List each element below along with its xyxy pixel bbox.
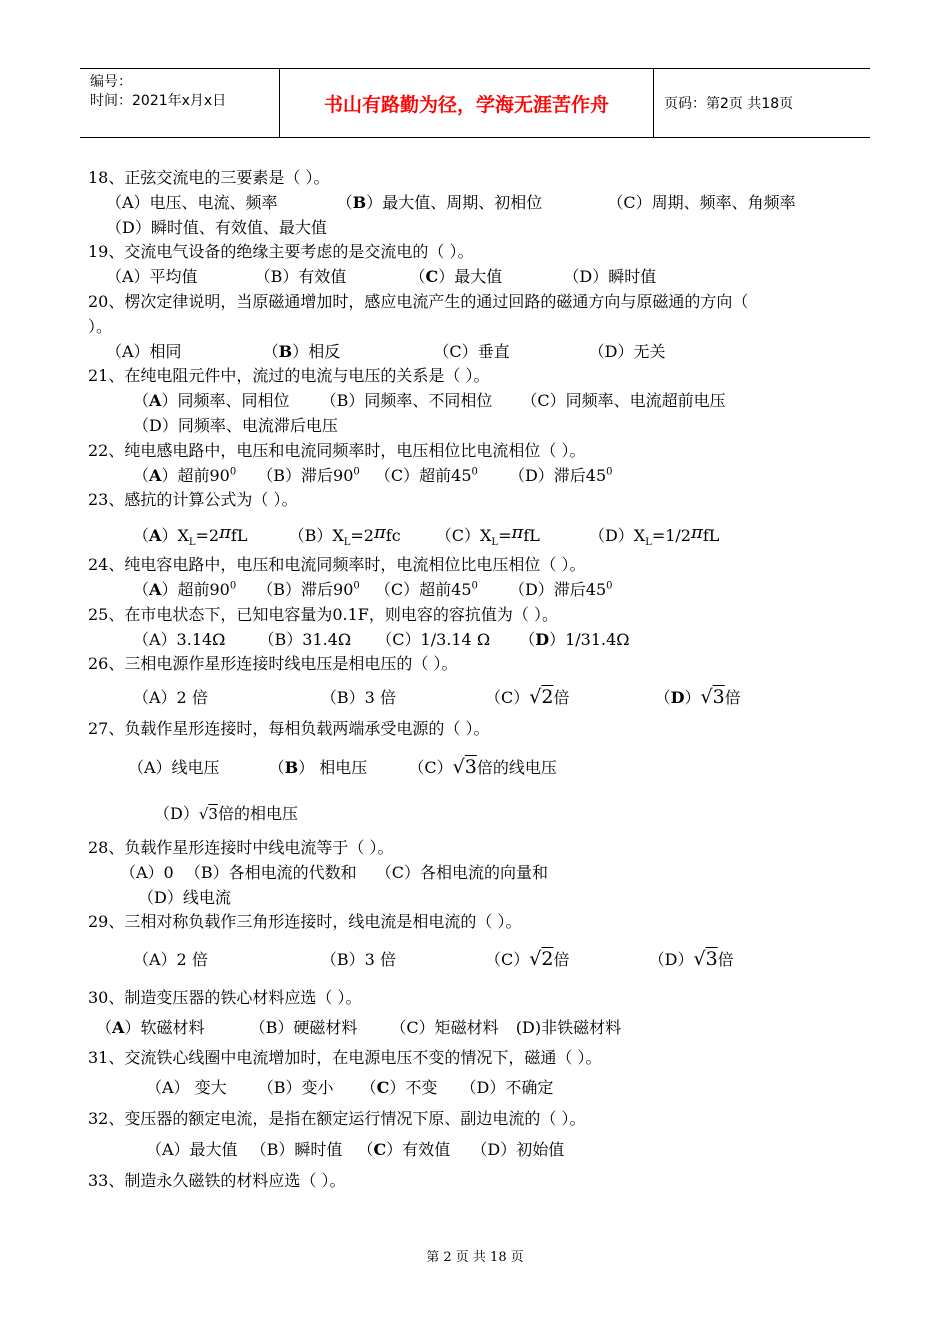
- q24-option-a: （A）超前$90^0$: [133, 579, 237, 599]
- q23-stem: 23、感抗的计算公式为（ ）。: [88, 490, 298, 510]
- q21-options: [88, 389, 918, 414]
- q24-option-d: （D）滞后$45^0$: [508, 579, 613, 599]
- q26-option-b: （B）3 倍: [320, 688, 396, 708]
- q21-stem: 21、在纯电阻元件中，流过的电流与电压的关系是（ ）。: [88, 366, 490, 386]
- q26-option-c: （C）√2倍: [485, 686, 570, 709]
- q25-options: [88, 628, 918, 653]
- q22-options: [88, 464, 918, 489]
- q24-stem: 24、纯电容电路中，电压和电流同频率时，电流相位比电压相位（ ）。: [88, 555, 586, 575]
- q29-option-a: （A）2 倍: [133, 950, 208, 970]
- header-meta: [80, 69, 280, 137]
- q31-stem: 31、交流铁心线圈中电流增加时，在电源电压不变的情况下，磁通（ ）。: [88, 1048, 602, 1068]
- q30-option-d: (D)非铁磁材料: [515, 1018, 622, 1038]
- q25-stem: 25、在市电状态下，已知电容量为0.1F，则电容的容抗值为（ ）。: [88, 604, 558, 624]
- q28-option-d: （D）线电流: [138, 887, 231, 907]
- q25-option-b: （B）31.4Ω: [258, 629, 352, 649]
- q20-option-d: （D）无关: [588, 341, 666, 361]
- q32-option-c: （C）有效值: [357, 1140, 451, 1160]
- q30-option-a: （A）软磁材料: [96, 1018, 205, 1038]
- q32-option-b: （B）瞬时值: [250, 1140, 343, 1160]
- q32-options: [88, 1134, 918, 1165]
- q23-options: [88, 513, 918, 553]
- q22-option-c: （C）超前$45^0$: [374, 465, 478, 485]
- question-list: [88, 166, 918, 1196]
- page-header: [80, 68, 870, 138]
- q29-option-b: （B）3 倍: [320, 950, 396, 970]
- q18-options: [88, 191, 918, 216]
- q31-option-c: （C）不变: [360, 1078, 438, 1098]
- q19-stem: 19、交流电气设备的绝缘主要考虑的是交流电的（ ）。: [88, 242, 474, 262]
- header-page-info: 页码：第2页 共18页: [664, 96, 794, 112]
- q27-option-a: （A）线电压: [128, 757, 220, 777]
- q28-option-c: （C）各相电流的向量和: [375, 862, 548, 882]
- q19-options: [88, 265, 918, 290]
- q23-option-b: $(B)X_L=2\pi fc$: [288, 522, 401, 549]
- q27-stem: 27、负载作星形连接时，每相负载两端承受电源的（ ）。: [88, 719, 490, 739]
- q23-option-d: $(D)X_L=1/2\pi fL$: [588, 522, 720, 549]
- q25-option-d: （D）1/31.4Ω: [519, 629, 630, 649]
- q19-option-a: （A）平均值: [106, 267, 198, 287]
- q30-options: [88, 1013, 918, 1043]
- q29-stem: 29、三相对称负载作三角形连接时，线电流是相电流的（ ）。: [88, 912, 522, 932]
- q24-option-c: （C）超前$45^0$: [374, 579, 478, 599]
- q20-option-c: （C）垂直: [433, 341, 510, 361]
- q18-option-b: （B）最大值、周期、初相位: [336, 192, 543, 212]
- q25-option-a: （A）3.14Ω: [133, 629, 226, 649]
- q27-option-c: （C）√3倍的线电压: [408, 755, 557, 778]
- q22-option-a: （A）超前$90^0$: [133, 465, 237, 485]
- q31-option-d: （D）不确定: [460, 1078, 554, 1098]
- page-footer: 第 2 页 共 18 页: [426, 1250, 524, 1265]
- q30-option-c: （C）矩磁材料: [390, 1018, 499, 1038]
- q32-option-a: （A）最大值: [146, 1140, 238, 1160]
- q21-option-d: （D）同频率、电流滞后电压: [133, 415, 338, 435]
- q18-option-a: （A）电压、电流、频率: [106, 192, 278, 212]
- q33-stem: 33、制造永久磁铁的材料应选（ ）。: [88, 1171, 346, 1191]
- q26-option-d: （D）√3倍: [654, 686, 741, 709]
- q22-option-b: （B）滞后$90^0$: [257, 465, 360, 485]
- q29-option-c: （C）√2倍: [485, 948, 570, 971]
- q26-stem: 26、三相电源作星形连接时线电压是相电压的（ ）。: [88, 654, 458, 674]
- q21-option-b: （B）同频率、不同相位: [320, 391, 493, 411]
- q19-option-b: （B）有效值: [254, 267, 347, 287]
- q21-option-c: （C）同频率、电流超前电压: [521, 391, 726, 411]
- q27-option-d: （D）√3倍的相电压: [154, 803, 298, 823]
- q18-stem: 18、正弦交流电的三要素是（ ）。: [88, 168, 330, 187]
- q23-option-c: $(C)X_L=\pi fL$: [435, 522, 540, 549]
- q29-option-d: （D）√3倍: [648, 948, 734, 971]
- q28-options: [88, 861, 918, 886]
- q18-option-c: （C）周期、频率、角频率: [607, 192, 796, 212]
- q25-option-c: （C）1/3.14 Ω: [376, 629, 491, 649]
- time-label: 时间：2021年x月x日: [90, 93, 227, 109]
- serial-label: 编号：: [90, 74, 132, 90]
- q20-options: [88, 340, 918, 365]
- q21-option-a: （A）同频率、同相位: [133, 391, 290, 411]
- q28-stem: 28、负载作星形连接时中线电流等于（ ）。: [88, 837, 394, 857]
- q22-option-d: （D）滞后$45^0$: [508, 465, 613, 485]
- q28-option-b: （B）各相电流的代数和: [184, 862, 357, 882]
- q31-options: [88, 1073, 918, 1103]
- q20-stem-cont: ）。: [88, 316, 113, 336]
- q24-options: [88, 578, 918, 603]
- q31-option-a: （A） 变大: [146, 1078, 227, 1098]
- q20-option-b: （B）相反: [262, 341, 341, 361]
- q32-stem: 32、变压器的额定电流，是指在额定运行情况下原、副边电流的（ ）。: [88, 1109, 586, 1129]
- header-motto: 书山有路勤为径，学海无涯苦作舟: [280, 69, 654, 137]
- q24-option-b: （B）滞后$90^0$: [257, 579, 360, 599]
- q18-option-d: （D）瞬时值、有效值、最大值: [106, 217, 327, 237]
- q30-stem: 30、制造变压器的铁心材料应选（ ）。: [88, 988, 362, 1008]
- q27-option-b: （B） 相电压: [268, 757, 368, 777]
- q22-stem: 22、纯电感电路中，电压和电流同频率时，电压相位比电流相位（ ）。: [88, 440, 586, 460]
- q19-option-d: （D）瞬时值: [563, 267, 657, 287]
- q20-stem: 20、楞次定律说明，当原磁通增加时，感应电流产生的通过回路的磁通方向与原磁通的方向（: [88, 291, 749, 311]
- q23-option-a: $(A)X_L=2\pi fL$: [133, 522, 248, 549]
- q31-option-b: （B）变小: [257, 1078, 334, 1098]
- q26-options: [88, 677, 918, 717]
- q19-option-c: （C）最大值: [409, 267, 503, 287]
- q29-options: [88, 935, 918, 983]
- q26-option-a: （A）2 倍: [133, 688, 208, 708]
- q27-options: [88, 742, 918, 792]
- q20-option-a: （A）相同: [106, 341, 182, 361]
- q32-option-d: （D）初始值: [471, 1140, 565, 1160]
- q30-option-b: （B）硬磁材料: [249, 1018, 358, 1038]
- q28-option-a: （A）0: [120, 862, 174, 882]
